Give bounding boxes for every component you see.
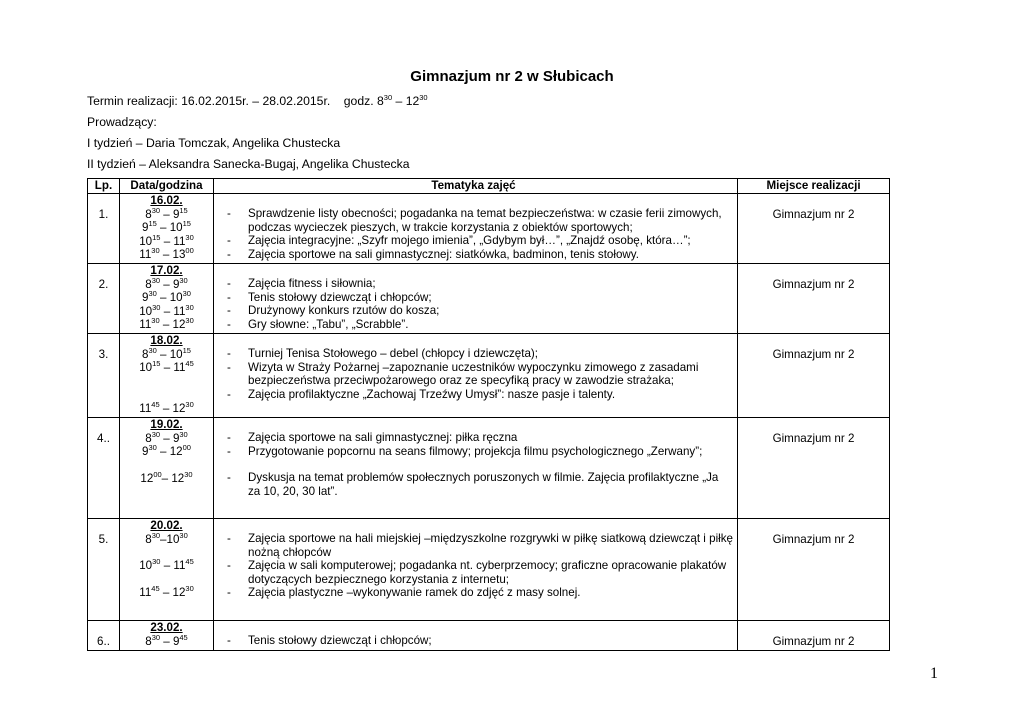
topic-item: - Zajęcia sportowe na sali gimnastycznej: siatkówka, badminon, tenis stołowy.: [227, 247, 639, 261]
table-row: [88, 621, 890, 651]
topic-item: - Turniej Tenisa Stołowego – debel (chłopcy i dziewczęta);: [227, 347, 538, 360]
row-date: 20.02.: [150, 519, 183, 532]
row-number: 6..: [88, 621, 120, 651]
row-date: 18.02.: [150, 334, 183, 347]
row-date: 23.02.: [150, 621, 183, 634]
topic-item: - Zajęcia fitness i siłownia;: [227, 277, 376, 290]
topic-item: - Zajęcia profilaktyczne „Zachowaj Trzeźwy Umysł”: nasze pasje i talenty.: [227, 387, 616, 401]
row-number: 1.: [88, 194, 120, 264]
time-slot: $8^{30}-10^{30}$: [145, 530, 188, 546]
row-date-times: [120, 264, 214, 334]
table-row: [88, 264, 890, 334]
row-place: Gimnazjum nr 2: [738, 621, 890, 651]
table-row: [88, 519, 890, 621]
topic-item: - Wizyta w Straży Pożarnej –zapoznanie uczestników wypoczynku zimowego z zasadami bezpieczeństwa przeciwpożarowego oraz ze specyfiką pracy w zawodzie strażaka;: [227, 360, 699, 387]
schedule-table: [87, 178, 890, 651]
row-place: Gimnazjum nr 2: [738, 194, 890, 264]
topic-item: - Zajęcia integracyjne: „Szyfr mojego imienia”, „Gdybym był…”, „Znajdź osobę, która…”;: [227, 234, 691, 247]
table-row: [88, 194, 890, 264]
header-topics: Tematyka zajęć: [214, 179, 738, 194]
row-topics: [214, 264, 738, 334]
table-header-row: [88, 179, 890, 194]
time-slot: $10^{30} - 11^{45}$: [139, 557, 194, 572]
row-number: 4..: [88, 418, 120, 519]
hours-label: godz.: [343, 94, 374, 108]
row-number: 2.: [88, 264, 120, 334]
time-slot: $9^{15} - 10^{15}$: [142, 219, 191, 234]
hours-range: $8^{30} - 12^{30}$: [377, 93, 428, 108]
time-slot: $8^{30} - 9^{30}$: [145, 275, 188, 291]
time-slot: $11^{30} - 12^{30}$: [139, 316, 194, 331]
row-topics: [214, 194, 738, 264]
time-slot: $8^{30} - 10^{15}$: [142, 345, 191, 361]
topic-item: - Zajęcia plastyczne –wykonywanie ramek do zdjęć z masy solnej.: [227, 586, 581, 599]
time-slot: $8^{30} - 9^{15}$: [145, 205, 188, 221]
row-date: 17.02.: [150, 264, 183, 277]
time-slot: $12^{00}-$ $12^{30}$: [140, 469, 193, 485]
time-slot: $8^{30} - 9^{45}$: [145, 632, 188, 648]
row-date-times: [120, 418, 214, 519]
document-title: Gimnazjum nr 2 w Słubicach: [410, 68, 614, 85]
time-slot: $10^{30} - 11^{30}$: [139, 302, 194, 318]
row-date: 19.02.: [150, 418, 183, 431]
row-number: 5.: [88, 519, 120, 621]
topic-item: - Zajęcia w sali komputerowej; pogadanka nt. cyberprzemocy; graficzne opracowanie plakatów dotyczących bezpiecznego korzystania z internetu;: [227, 559, 727, 586]
row-topics: [214, 418, 738, 519]
time-slot: $11^{45} - 12^{30}$: [139, 399, 194, 415]
topic-item: - Zajęcia sportowe na hali miejskiej –międzyszkolne rozgrywki w piłkę siatkową dziewcząt i piłkę nożną chłopców: [227, 532, 733, 559]
row-place: Gimnazjum nr 2: [738, 418, 890, 519]
topic-item: - Sprawdzenie listy obecności; pogadanka na temat bezpieczeństwa: w czasie ferii zimowych, podczas wycieczek pieszych, w trakcie korzystania z obiektów sportowych;: [227, 207, 722, 234]
header-place: Miejsce realizacji: [738, 179, 890, 194]
time-slot: $10^{15} - 11^{45}$: [139, 359, 194, 374]
time-slot: $8^{30} - 9^{30}$: [145, 429, 188, 445]
row-date-times: [120, 519, 214, 621]
leaders-label: Prowadzący:: [87, 115, 157, 129]
row-place: Gimnazjum nr 2: [738, 519, 890, 621]
topic-item: - Tenis stołowy dziewcząt i chłopców;: [227, 634, 432, 647]
header-date: Data/godzina: [120, 179, 214, 194]
topic-item: - Gry słowne: „Tabu”, „Scrabble”.: [227, 317, 409, 331]
row-place: Gimnazjum nr 2: [738, 334, 890, 418]
date-range-line: [87, 94, 428, 108]
time-slot: $11^{45} - 12^{30}$: [139, 583, 194, 599]
row-date-times: [120, 334, 214, 418]
time-slot: $10^{15} - 11^{30}$: [139, 232, 194, 248]
page-number: 1: [930, 665, 938, 682]
row-date-times: [120, 194, 214, 264]
header-lp: Lp.: [88, 179, 120, 194]
date-range: Termin realizacji: 16.02.2015r. – 28.02.2015r.: [87, 94, 331, 108]
time-slot: $9^{30} - 10^{30}$: [142, 289, 191, 304]
time-slot: $11^{30} - 13^{00}$: [139, 246, 194, 261]
time-slot: $9^{30} - 12^{00}$: [142, 443, 191, 458]
row-date-times: [120, 621, 214, 651]
topic-item: - Tenis stołowy dziewcząt i chłopców;: [227, 290, 432, 304]
row-number: 3.: [88, 334, 120, 418]
topic-item: - Zajęcia sportowe na sali gimnastycznej: piłka ręczna: [227, 431, 518, 444]
table-row: [88, 418, 890, 519]
topic-item: - Drużynowy konkurs rzutów do kosza;: [227, 304, 440, 317]
table-row: [88, 334, 890, 418]
topic-item: - Dyskusja na temat problemów społecznych poruszonych w filmie. Zajęcia profilaktyczne „Ja za 10, 20, 30 lat”.: [227, 471, 719, 498]
week2-leaders: II tydzień – Aleksandra Sanecka-Bugaj, Angelika Chustecka: [87, 157, 410, 171]
row-topics: [214, 334, 738, 418]
row-place: Gimnazjum nr 2: [738, 264, 890, 334]
row-date: 16.02.: [150, 194, 183, 207]
row-topics: [214, 519, 738, 621]
topic-item: - Przygotowanie popcornu na seans filmowy; projekcja filmu psychologicznego „Zerwany”;: [227, 444, 703, 458]
week1-leaders: I tydzień – Daria Tomczak, Angelika Chustecka: [87, 136, 341, 150]
row-topics: [214, 621, 738, 651]
